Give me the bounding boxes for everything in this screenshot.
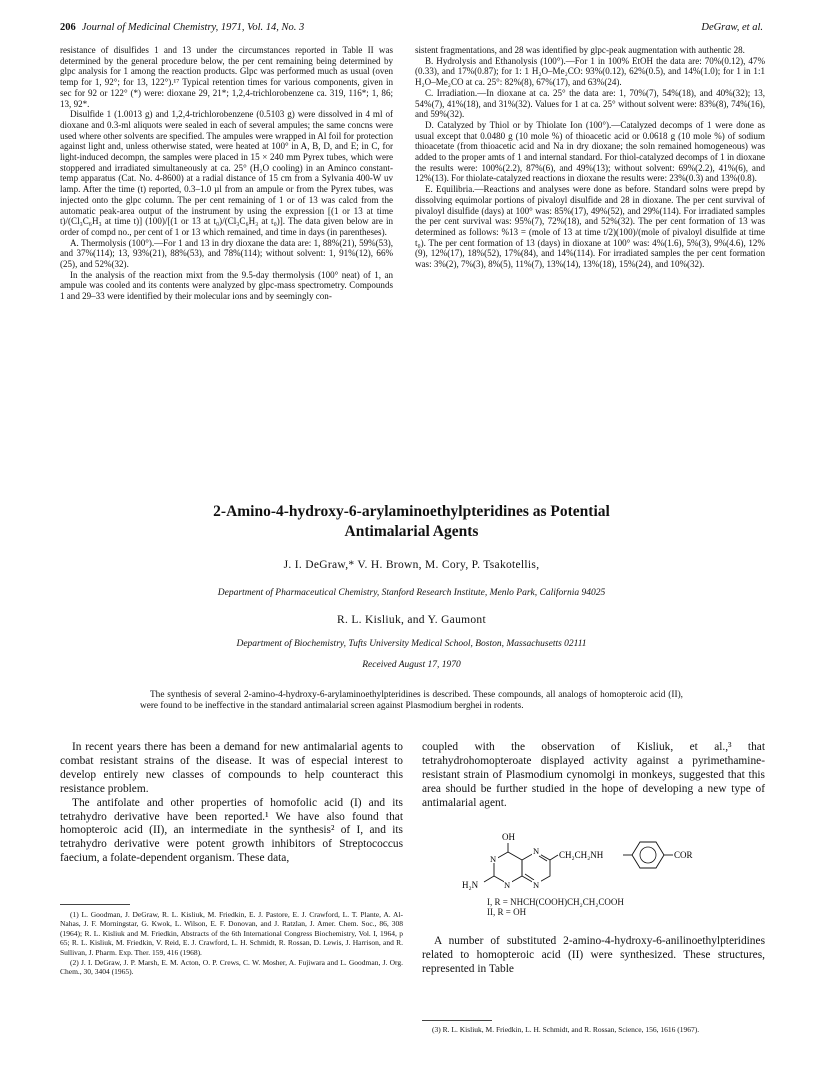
paragraph: Disulfide 1 (1.0013 g) and 1,2,4-trichlorobenzene (0.5103 g) were dissolved in 4 ml of dioxane and 0.3-ml aliquots were sealed in each of several ampules; the same concns were used where other solvents are specified. The ampules were wrapped in Al foil for protection against light and, unless otherwise stated, were heated at 100° in A, B, D, and E; in C, for light-induced decompn, the samples were placed in 15 × 240 mm Pyrex tubes, which were stoppered and irradiated simultaneously at ca. 25° (H₂O cooling) in an Aminco constant-temp apparatus (Cat. No. 4-8600) at a radial distance of 15 cm from a Sylvania 400-W uv lamp. After the time (t) reported, 0.3–1.0 µl from an ampule or from the Pyrex tubes, was injected onto the glpc column. The per cent remaining of 1 or of 13 was calcd from the automatic peak-area output of the instrument by using the expression [(1 or 13 at time t)/(Cl₃C₆H₃ at time t)] (100)/[(1 or 13 at t₀)/(Cl₃C₆H₃ at t₀)]. The data given below are in order of compd no., per cent of 1 or 13 which remained, and time in days (in parentheses).	[60, 109, 393, 237]
paragraph: resistance of disulfides 1 and 13 under the circumstances reported in Table II was determined by the general procedure below, the per cent remaining being determined by glpc analysis for 1 among the reaction products. Glpc was performed much as usual (oven temp for 1, 92°; for 13, 122°).¹⁷ Typical retention times for various components, given in sec for 92 or 122° (*) were: dioxane 29, 21*; 1,2,4-trichlorobenzene ca. 319, 116*; 1, 86; 13, 92*.	[60, 45, 393, 109]
running-head-authors: DeGraw, et al.	[701, 22, 763, 33]
amine-label: H₂N	[462, 880, 479, 890]
compound-ii-definition: II, R = OH	[487, 907, 527, 917]
footnote-rule	[422, 1020, 492, 1021]
side-chain-label: CH₂CH₂NH	[559, 850, 604, 860]
compound-i-definition: I, R = NHCH(COOH)CH₂CH₂COOH	[487, 897, 624, 907]
ring-n-1: N	[490, 854, 497, 864]
paragraph: In the analysis of the reaction mixt from the 9.5-day thermolysis (100° neat) of 1, an ampule was cooled and its contents were analyzed by glpc-mass spectrometry. Compounds 1 and 29–33 were identified by their molecular ions and by seemingly con-	[60, 269, 393, 302]
footnote-rule	[60, 904, 130, 905]
oh-label: OH	[502, 832, 515, 842]
page-number: 206	[60, 22, 76, 33]
title-line-2: Antimalarial Agents	[344, 523, 479, 540]
running-head-left	[60, 22, 304, 33]
abstract	[140, 690, 683, 712]
body-right-column-top	[422, 741, 765, 811]
author-list-1: J. I. DeGraw,* V. H. Brown, M. Cory, P. Tsakotellis,	[283, 559, 540, 571]
body-right-column-bottom	[422, 935, 765, 977]
paragraph: A. Thermolysis (100°).—For 1 and 13 in dry dioxane the data are: 1, 88%(21), 59%(53), and 37%(114); 13, 93%(21), 88%(53), and 78%(114); without solvent: 1, 91%(12), 66%(25), and 52%(32).	[60, 237, 393, 270]
previous-article-left-column	[60, 45, 393, 302]
ring-n-3: N	[504, 880, 511, 890]
paragraph: sistent fragmentations, and 28 was identified by glpc-peak augmentation with authentic 28.	[415, 45, 745, 55]
paragraph: coupled with the observation of Kisliuk, et al.,³ that tetrahydrohomopteroate displayed activity against a pyrimethamine-resistant strain of Plasmodium cynomolgi in monkeys, suggested that this area should be further studied in the hope of developing a new type of antimalarial agent.	[422, 741, 765, 809]
double-bond	[539, 856, 547, 861]
ring-n-2: N	[533, 846, 540, 856]
paragraph: D. Catalyzed by Thiol or by Thiolate Ion (100°).—Catalyzed decomps of 1 were done as usual except that 0.0480 g (10 mole %) of thioacetic acid or 0.0618 g (10 mole %) of sodium thioacetate (from thioacetic acid and Na in dry dioxane; the soln remained homogeneous) was added to the proper amts of 1 and internal standard. For thiol-catalyzed decomps of 1 in dioxane the results were: 100%(2.2), 87%(6), and 49%(13); without solvent: 69%(2.2), 41%(6), and 12%(13). For thiolate-catalyzed reactions in dioxane the results were: 23%(0.3) and 13%(0.8).	[415, 119, 765, 184]
paragraph: A number of substituted 2-amino-4-hydroxy-6-anilinoethylpteridines related to homopteroic acid (II) were synthesized. These structures, represented in Table	[422, 935, 765, 975]
benzene-ring	[632, 842, 664, 868]
affiliation-1: Department of Pharmaceutical Chemistry, Stanford Research Institute, Menlo Park, California 94025	[217, 588, 606, 598]
affiliation-2: Department of Biochemistry, Tufts University Medical School, Boston, Massachusetts 02111	[236, 639, 587, 649]
footnote-3: (3) R. L. Kisliuk, M. Friedkin, L. H. Schmidt, and R. Rossan, Science, 156, 1616 (1967).	[432, 1025, 700, 1034]
footnote-2: (2) J. I. DeGraw, J. P. Marsh, E. M. Acton, O. P. Crews, C. W. Mosher, A. Fujiwara and L. Goodman, J. Org. Chem., 30, 3404 (1965).	[60, 958, 403, 977]
ring-n-4: N	[533, 880, 540, 890]
bond	[550, 855, 558, 860]
journal-citation: Journal of Medicinal Chemistry, 1971, Vol. 14, No. 3	[81, 22, 305, 33]
paragraph: E. Equilibria.—Reactions and analyses were done as before. Standard solns were prepd by dissolving equimolar portions of pivaloyl disulfide and 28 in dioxane. The per cent survival of pivaloyl disulfide (days) at 100° was: 85%(17), 49%(52), and 29%(114). For irradiated samples the per cent survival was: 95%(7), 72%(18), and 52%(32). The per cent formation of 13 was determined as follows: %13 = (mole of 13 at time t/2)(100)/(mole of pivaloyl disulfide at time t₀). The per cent formation of 13 (days) in dioxane at 100° was: 4%(1.6), 5%(3), 9%(4.6), 12%(9), 12%(17), 18%(52), 17%(84), and 14%(114). For irradiated samples the per cent formation was: 3%(2), 7%(3), 8%(5), 11%(7), 13%(14), 13%(18), 15%(24), and 10%(32).	[415, 184, 765, 270]
article-title	[60, 502, 763, 542]
aromatic-circle	[640, 847, 656, 863]
footnote-1: (1) L. Goodman, J. DeGraw, R. L. Kisliuk, M. Friedkin, E. J. Pastore, E. J. Crawford, L. T. Plante, A. Al-Nahas, J. F. Morningstar, G. Kwok, L. Wilson, E. F. Donovan, and J. Ratzlan, J. Amer. Chem. Soc., 86, 308 (1964); R. L. Kisliuk and M. Friedkin, Abstracts of the 6th International Congress Biochemistry, Vol. I, 1964, p 65; R. L. Kisliuk, M. Friedkin, V. Reid, E. J. Crawford, L. H. Schmidt, R. Rossan, D. Lewis, J. Harrison, and R. Sullivan, J. Pharm. Exp. Ther. 159, 416 (1968).	[60, 910, 403, 957]
paragraph: B. Hydrolysis and Ethanolysis (100°).—For 1 in 100% EtOH the data are: 70%(0.12), 47%(0.33), and 17%(0.87); for 1: 1 H₂O–Me₂CO: 93%(0.12), 62%(0.5), and 14%(1.0); for 1 in 1:1 H₂O–Me₂CO at ca. 25°: 82%(8), 67%(17), and 63%(24).	[415, 55, 765, 88]
body-left-column	[60, 741, 403, 866]
structure-caption	[487, 897, 624, 917]
footnotes-right	[422, 1025, 765, 1035]
paragraph: C. Irradiation.—In dioxane at ca. 25° the data are: 1, 70%(7), 54%(18), and 40%(32); 13, 54%(7), 41%(18), and 31%(32). Values for 1 at ca. 25° without solvent were: 83%(8), 74%(16), and 59%(32).	[415, 87, 765, 120]
abstract-text: The synthesis of several 2-amino-4-hydroxy-6-arylaminoethylpteridines is described. These compounds, all analogs of homopteroic acid (II), were found to be ineffective in the standard antimalarial screen against Plasmodium berghei in rodents.	[140, 690, 683, 712]
previous-article-right-column	[415, 45, 765, 270]
title-line-1: 2-Amino-4-hydroxy-6-arylaminoethylpteridines as Potential	[213, 503, 610, 520]
paragraph: The antifolate and other properties of homofolic acid (I) and its tetrahydro derivative have been reported.¹ We have also found that homopteroic acid (II), an intermediate in the synthesis² of I, and its tetrahydro derivative were potent growth inhibitors of Streptococcus faecium, a folate-dependent organism. These data,	[60, 796, 403, 865]
bond	[484, 876, 494, 882]
running-head	[60, 22, 763, 36]
received-date: Received August 17, 1970	[362, 660, 461, 670]
footnotes-left	[60, 910, 403, 978]
author-list-2: R. L. Kisliuk, and Y. Gaumont	[337, 614, 486, 626]
cor-label: COR	[674, 850, 693, 860]
paragraph: In recent years there has been a demand for new antimalarial agents to combat resistant strains of the disease. It was of especial interest to develop entirely new classes of compounds to help counteract this resistance problem.	[60, 741, 403, 795]
